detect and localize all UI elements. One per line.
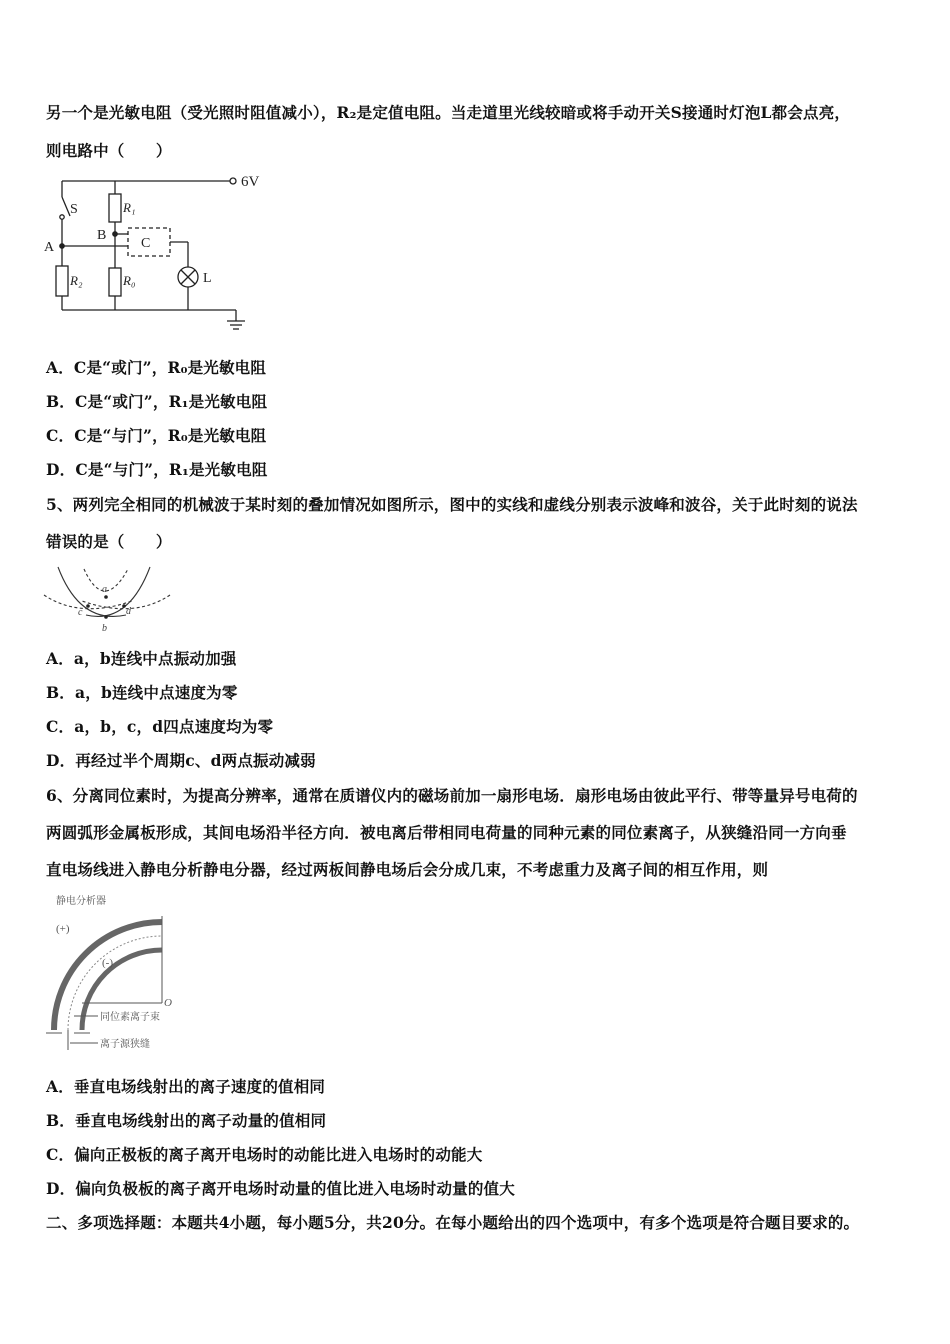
q5-wave-figure	[40, 563, 180, 635]
r2-label: R₂	[70, 273, 83, 288]
q4-circuit-figure	[40, 170, 260, 335]
q4-stem-line2: 则电路中（ ）	[46, 141, 172, 160]
point-c-label: c	[78, 607, 83, 618]
q6-option-b: B．垂直电场线射出的离子动量的值相同	[46, 1111, 327, 1130]
point-d-label: d	[126, 606, 131, 617]
q5-stem-line2: 错误的是（ ）	[46, 532, 172, 551]
q6-stem-line1: 6、分离同位素时，为提高分辨率，通常在质谱仪内的磁场前加一扇形电场．扇形电场由彼此平行、带等量异号电荷的	[46, 786, 858, 805]
q4-option-c: C．C是“与门”，R₀是光敏电阻	[46, 426, 267, 445]
q5-option-c: C．a，b，c，d四点速度均为零	[46, 717, 274, 736]
plus-plate-label: (+)	[56, 923, 70, 935]
q6-option-d: D．偏向负极板的离子离开电场时动量的值比进入电场时动量的值大	[46, 1179, 515, 1198]
origin-label: O	[164, 997, 172, 1009]
q5-stem-line1: 5、两列完全相同的机械波于某时刻的叠加情况如图所示，图中的实线和虚线分别表示波峰和波谷，关于此时刻的说法	[46, 495, 858, 514]
slit-label: 离子源狭缝	[100, 1039, 150, 1050]
switch-label: S	[70, 202, 78, 217]
beam-label: 同位素离子束	[100, 1012, 160, 1023]
node-a-label: A	[44, 240, 55, 255]
q6-analyzer-figure	[40, 888, 190, 1056]
q4-option-d: D．C是“与门”，R₁是光敏电阻	[46, 460, 268, 479]
q6-option-a: A．垂直电场线射出的离子速度的值相同	[46, 1077, 326, 1096]
r1-label: R₁	[123, 200, 136, 215]
r0-label: R₀	[123, 273, 136, 288]
q4-option-a: A．C是“或门”，R₀是光敏电阻	[46, 358, 267, 377]
node-b-label: B	[97, 228, 107, 243]
gate-label: C	[141, 236, 151, 251]
q6-stem-line2: 两圆弧形金属板形成，其间电场沿半径方向．被电离后带相同电荷量的同种元素的同位素离子，从狭缝沿同一方向垂	[46, 823, 847, 842]
point-b-label: b	[102, 623, 107, 634]
q5-option-a: A．a，b连线中点振动加强	[46, 649, 237, 668]
q4-option-b: B．C是“或门”，R₁是光敏电阻	[46, 392, 268, 411]
voltage-label: 6V	[241, 174, 260, 190]
minus-plate-label: (-)	[102, 957, 113, 969]
lamp-label: L	[203, 271, 212, 286]
q6-option-c: C．偏向正极板的离子离开电场时的动能比进入电场时的动能大	[46, 1145, 483, 1164]
q5-option-b: B．a，b连线中点速度为零	[46, 683, 238, 702]
q4-stem-line1: 另一个是光敏电阻（受光照时阻值减小），R₂是定值电阻。当走道里光线较暗或将手动开关S接通时灯泡L都会点亮，	[46, 103, 851, 122]
q5-option-d: D．再经过半个周期c、d两点振动减弱	[46, 751, 316, 770]
analyzer-title: 静电分析器	[56, 896, 106, 907]
section2-heading: 二、多项选择题：本题共4小题，每小题5分，共20分。在每小题给出的四个选项中，有多个选项是符合题目要求的。	[46, 1213, 860, 1232]
point-a-label: a	[102, 584, 107, 595]
q6-stem-line3: 直电场线进入静电分析静电分器，经过两板间静电场后会分成几束，不考虑重力及离子间的相互作用，则	[46, 860, 769, 879]
